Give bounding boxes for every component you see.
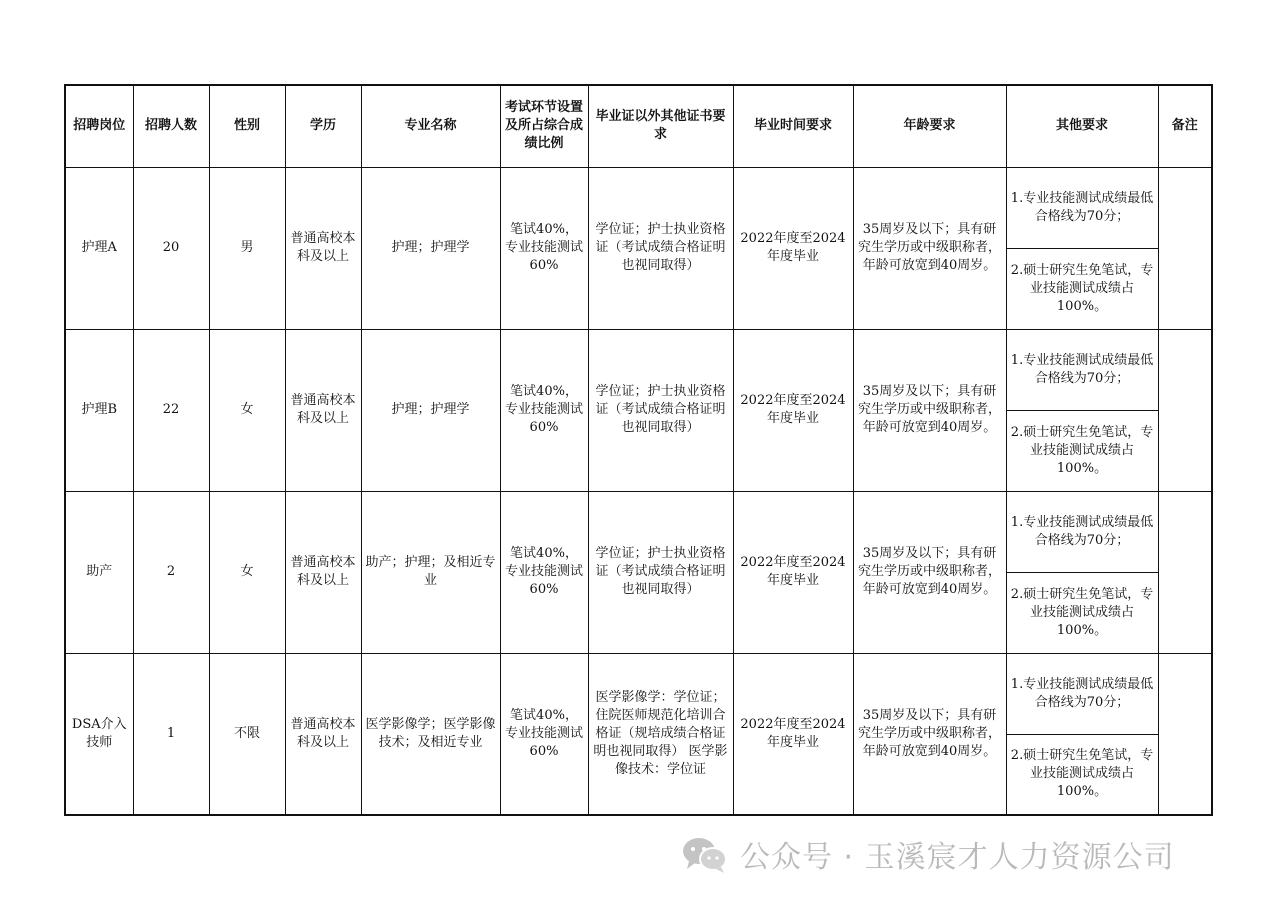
cell-remarks: [1158, 329, 1212, 491]
header-remarks: 备注: [1158, 85, 1212, 167]
cell-post: 护理A: [65, 167, 133, 329]
cell-count: 22: [133, 329, 209, 491]
header-other: 其他要求: [1006, 85, 1158, 167]
cell-age: 35周岁及以下；具有研究生学历或中级职称者，年龄可放宽到40周岁。: [853, 653, 1006, 815]
cell-exam: 笔试40%，专业技能测试60%: [500, 167, 588, 329]
header-row: [65, 85, 1212, 167]
header-post: 招聘岗位: [65, 85, 133, 167]
cell-exam: 笔试40%，专业技能测试60%: [500, 491, 588, 653]
cell-major: 护理；护理学: [361, 167, 500, 329]
cell-certificates: 学位证；护士执业资格证（考试成绩合格证明也视同取得）: [588, 167, 733, 329]
cell-major: 医学影像学；医学影像技术；及相近专业: [361, 653, 500, 815]
cell-education: 普通高校本科及以上: [285, 653, 361, 815]
cell-post: DSA介入技师: [65, 653, 133, 815]
watermark-text: 公众号 · 玉溪宸才人力资源公司: [740, 840, 1175, 875]
cell-exam: 笔试40%，专业技能测试60%: [500, 329, 588, 491]
cell-education: 普通高校本科及以上: [285, 491, 361, 653]
header-count: 招聘人数: [133, 85, 209, 167]
cell-gender: 女: [209, 329, 285, 491]
cell-post: 护理B: [65, 329, 133, 491]
cell-grad-time: 2022年度至2024年度毕业: [733, 329, 853, 491]
cell-certificates: 学位证；护士执业资格证（考试成绩合格证明也视同取得）: [588, 329, 733, 491]
cell-count: 1: [133, 653, 209, 815]
cell-grad-time: 2022年度至2024年度毕业: [733, 653, 853, 815]
cell-grad-time: 2022年度至2024年度毕业: [733, 491, 853, 653]
header-exam: 考试环节设置及所占综合成绩比例: [500, 85, 588, 167]
cell-other-2: 2.硕士研究生免笔试，专业技能测试成绩占100%。: [1006, 248, 1158, 329]
cell-grad-time: 2022年度至2024年度毕业: [733, 167, 853, 329]
cell-other-2: 2.硕士研究生免笔试，专业技能测试成绩占100%。: [1006, 572, 1158, 653]
header-age: 年龄要求: [853, 85, 1006, 167]
table-row: [65, 167, 1212, 248]
cell-count: 20: [133, 167, 209, 329]
header-certificates: 毕业证以外其他证书要求: [588, 85, 733, 167]
cell-gender: 不限: [209, 653, 285, 815]
cell-other-1: 1.专业技能测试成绩最低合格线为70分；: [1006, 167, 1158, 248]
header-education: 学历: [285, 85, 361, 167]
cell-major: 护理；护理学: [361, 329, 500, 491]
header-major: 专业名称: [361, 85, 500, 167]
header-grad-time: 毕业时间要求: [733, 85, 853, 167]
watermark: [680, 834, 1175, 874]
cell-gender: 女: [209, 491, 285, 653]
cell-education: 普通高校本科及以上: [285, 167, 361, 329]
table-row: [65, 491, 1212, 572]
cell-education: 普通高校本科及以上: [285, 329, 361, 491]
cell-exam: 笔试40%，专业技能测试60%: [500, 653, 588, 815]
cell-age: 35周岁及以下；具有研究生学历或中级职称者，年龄可放宽到40周岁。: [853, 491, 1006, 653]
recruitment-table: [64, 84, 1213, 816]
table-row: [65, 329, 1212, 410]
cell-other-1: 1.专业技能测试成绩最低合格线为70分；: [1006, 653, 1158, 734]
cell-other-1: 1.专业技能测试成绩最低合格线为70分；: [1006, 491, 1158, 572]
cell-post: 助产: [65, 491, 133, 653]
cell-major: 助产；护理；及相近专业: [361, 491, 500, 653]
cell-remarks: [1158, 491, 1212, 653]
wechat-icon: [680, 834, 730, 874]
cell-count: 2: [133, 491, 209, 653]
table-row: [65, 653, 1212, 734]
cell-remarks: [1158, 167, 1212, 329]
cell-other-2: 2.硕士研究生免笔试，专业技能测试成绩占100%。: [1006, 734, 1158, 815]
cell-age: 35周岁及以下；具有研究生学历或中级职称者，年龄可放宽到40周岁。: [853, 167, 1006, 329]
cell-certificates: 医学影像学：学位证；住院医师规范化培训合格证（规培成绩合格证明也视同取得） 医学影像技术：学位证: [588, 653, 733, 815]
cell-remarks: [1158, 653, 1212, 815]
cell-certificates: 学位证；护士执业资格证（考试成绩合格证明也视同取得）: [588, 491, 733, 653]
header-gender: 性别: [209, 85, 285, 167]
cell-gender: 男: [209, 167, 285, 329]
cell-other-1: 1.专业技能测试成绩最低合格线为70分；: [1006, 329, 1158, 410]
cell-other-2: 2.硕士研究生免笔试，专业技能测试成绩占100%。: [1006, 410, 1158, 491]
cell-age: 35周岁及以下；具有研究生学历或中级职称者，年龄可放宽到40周岁。: [853, 329, 1006, 491]
